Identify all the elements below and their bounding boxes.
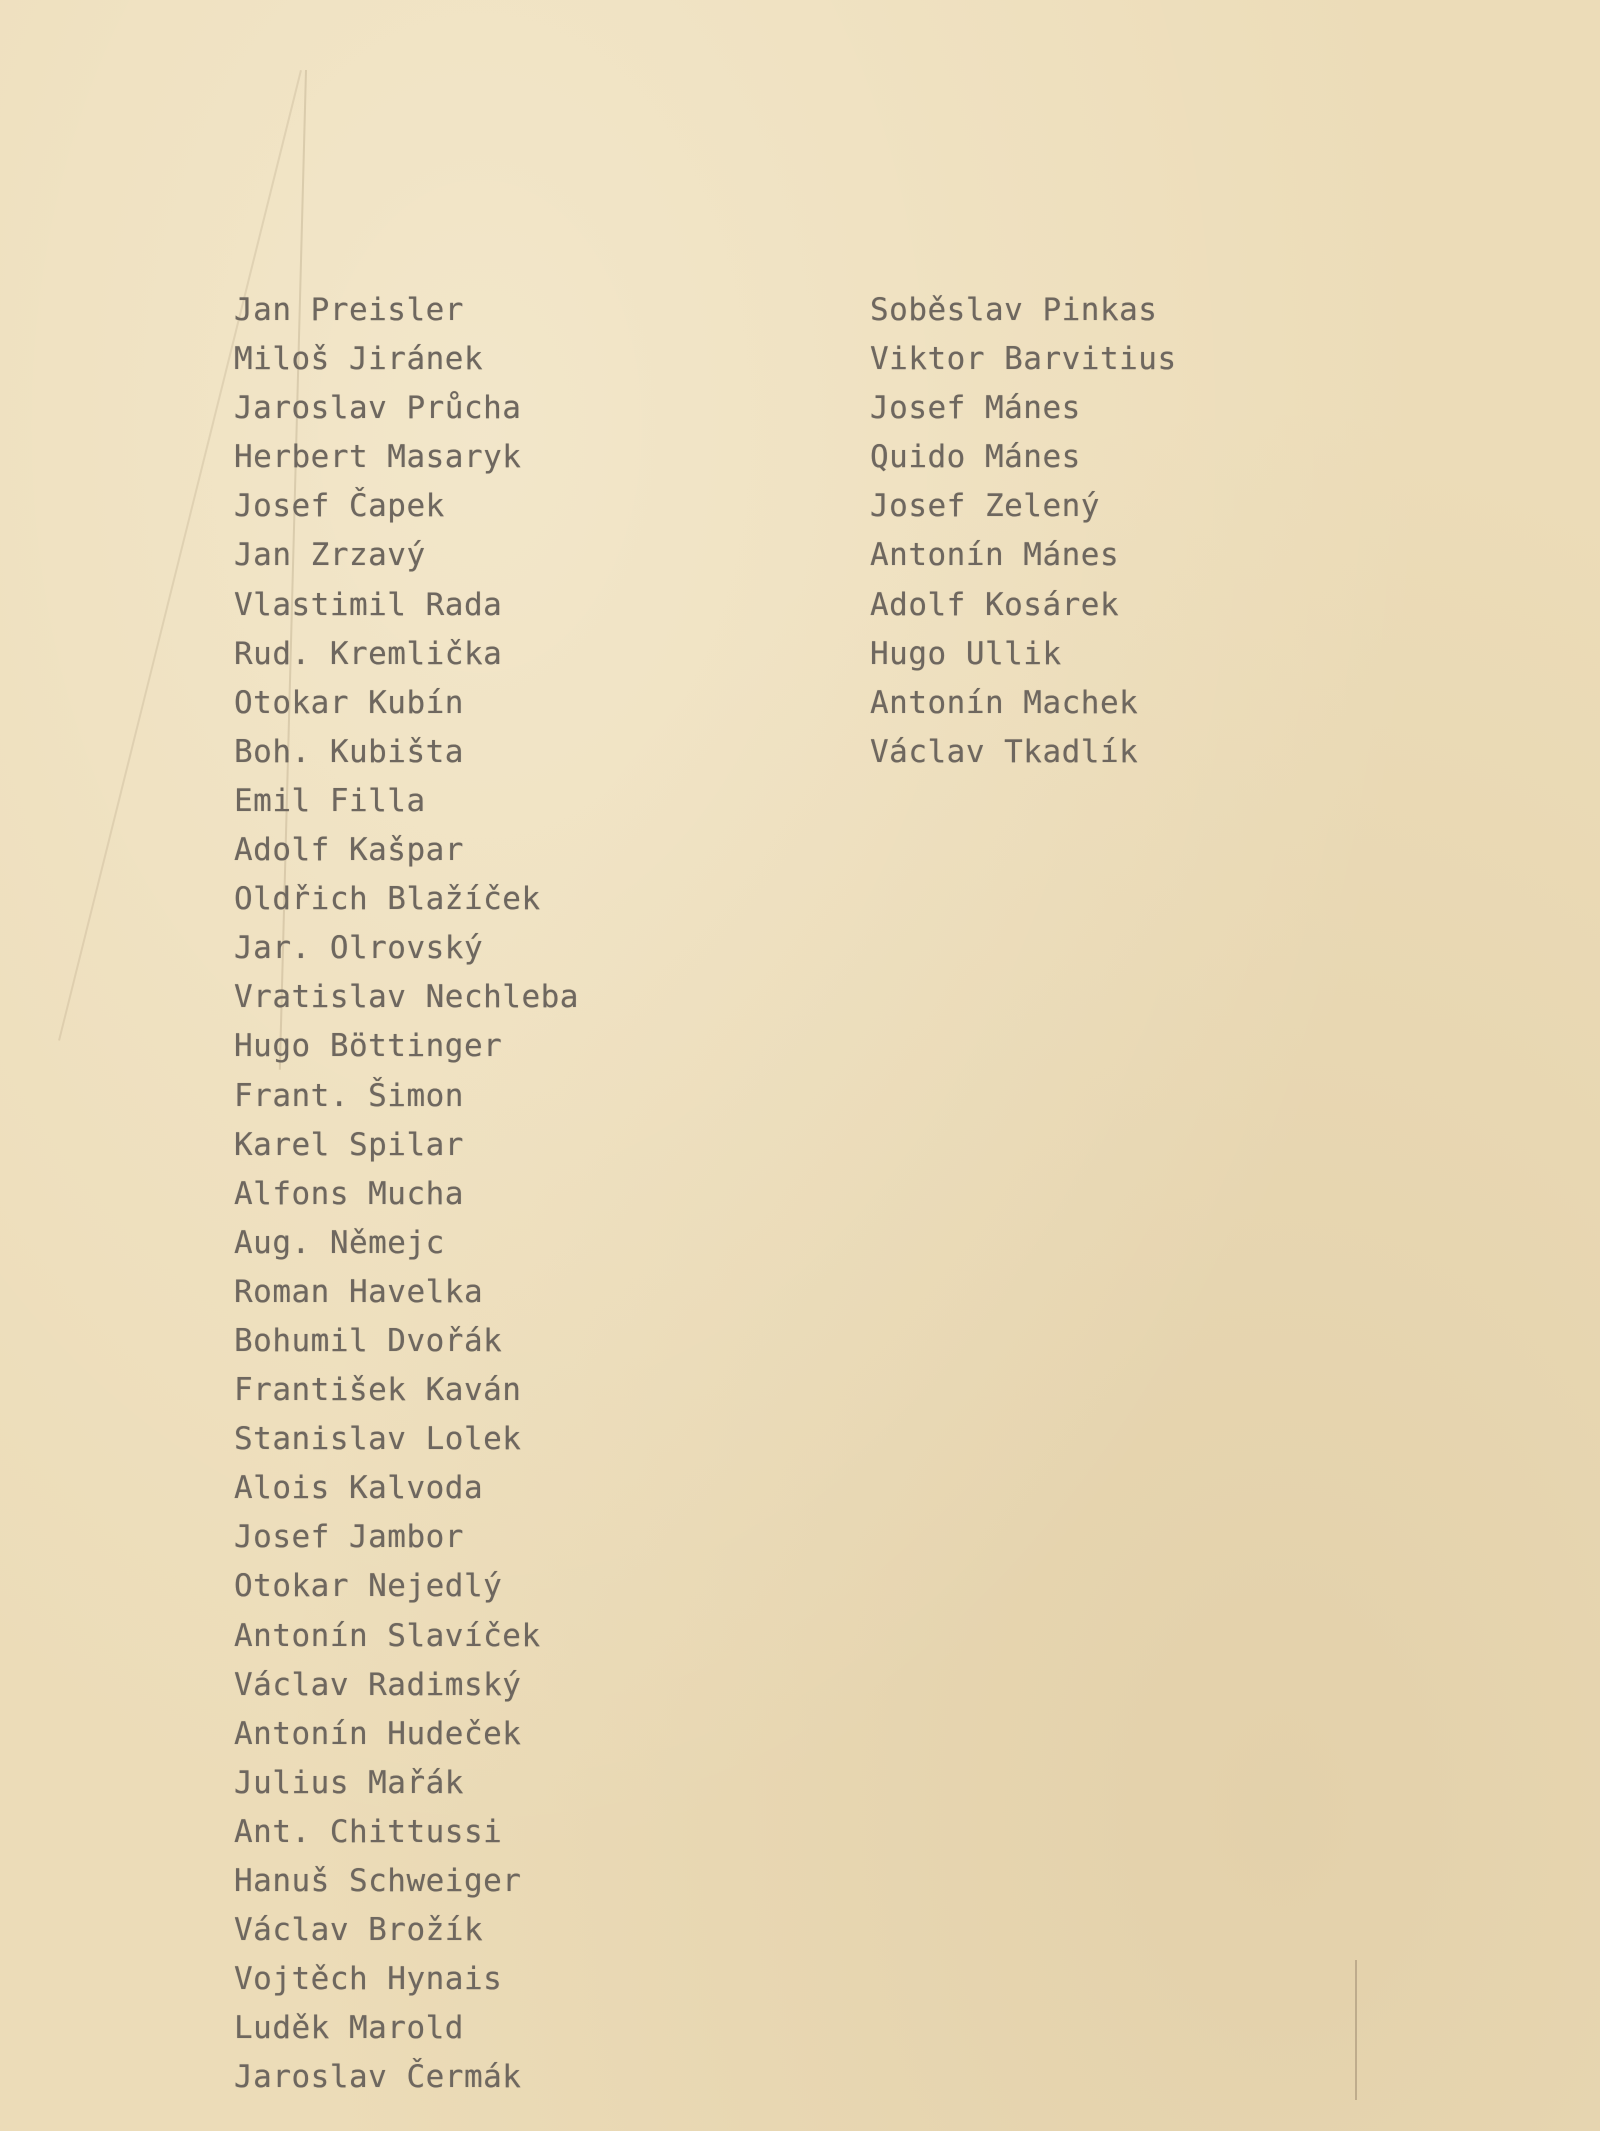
name-entry: Otokar Kubín xyxy=(234,684,464,721)
name-entry: Václav Brožík xyxy=(234,1912,484,1949)
name-entry: Antonín Machek xyxy=(870,684,1139,721)
name-entry: Adolf Kašpar xyxy=(234,832,464,869)
name-entry: Antonín Slavíček xyxy=(234,1617,541,1654)
name-entry: Roman Havelka xyxy=(234,1273,484,1310)
left-name-list xyxy=(234,286,579,2102)
name-entry: František Kaván xyxy=(234,1372,522,1409)
name-entry: Hanuš Schweiger xyxy=(234,1863,522,1899)
name-entry: Oldřich Blažíček xyxy=(234,881,541,918)
name-entry: Alois Kalvoda xyxy=(234,1470,484,1507)
name-entry: Antonín Hudeček xyxy=(234,1715,522,1752)
name-entry: Jan Preisler xyxy=(234,292,464,328)
name-entry: Vojtěch Hynais xyxy=(234,1961,503,1998)
name-entry: Julius Mařák xyxy=(234,1764,464,1801)
name-entry: Boh. Kubišta xyxy=(234,733,464,770)
name-entry: Václav Radimský xyxy=(234,1666,522,1703)
name-entry: Miloš Jiránek xyxy=(234,341,484,378)
name-entry: Jaroslav Průcha xyxy=(234,390,522,427)
name-entry: Hugo Böttinger xyxy=(234,1028,503,1065)
name-entry: Josef Zelený xyxy=(870,488,1100,525)
name-entry: Stanislav Lolek xyxy=(234,1421,522,1458)
name-entry: Viktor Barvitius xyxy=(870,341,1177,378)
name-entry: Alfons Mucha xyxy=(234,1175,464,1212)
name-entry: Soběslav Pinkas xyxy=(870,292,1158,328)
paper-crease xyxy=(1355,1960,1357,2100)
name-entry: Karel Spilar xyxy=(234,1126,464,1163)
name-entry: Bohumil Dvořák xyxy=(234,1322,503,1359)
name-entry: Josef Mánes xyxy=(870,390,1081,427)
name-entry: Quido Mánes xyxy=(870,439,1081,476)
name-entry: Antonín Mánes xyxy=(870,537,1120,574)
name-entry: Ant. Chittussi xyxy=(234,1813,503,1850)
name-entry: Josef Čapek xyxy=(234,488,445,525)
name-entry: Frant. Šimon xyxy=(234,1077,464,1114)
name-entry: Otokar Nejedlý xyxy=(234,1568,503,1605)
name-entry: Jar. Olrovský xyxy=(234,930,484,967)
name-entry: Hugo Ullik xyxy=(870,635,1062,672)
name-entry: Jan Zrzavý xyxy=(234,537,426,574)
name-entry: Luděk Marold xyxy=(234,2010,464,2047)
name-entry: Emil Filla xyxy=(234,782,426,819)
name-entry: Herbert Masaryk xyxy=(234,439,522,476)
name-entry: Aug. Němejc xyxy=(234,1224,445,1261)
name-entry: Adolf Kosárek xyxy=(870,586,1120,623)
name-entry: Josef Jambor xyxy=(234,1519,464,1556)
name-entry: Jaroslav Čermák xyxy=(234,2059,522,2096)
name-entry: Vlastimil Rada xyxy=(234,586,503,623)
name-entry: Václav Tkadlík xyxy=(870,733,1139,770)
name-entry: Vratislav Nechleba xyxy=(234,979,579,1016)
right-name-list xyxy=(870,286,1177,777)
name-entry: Rud. Kremlička xyxy=(234,635,503,672)
